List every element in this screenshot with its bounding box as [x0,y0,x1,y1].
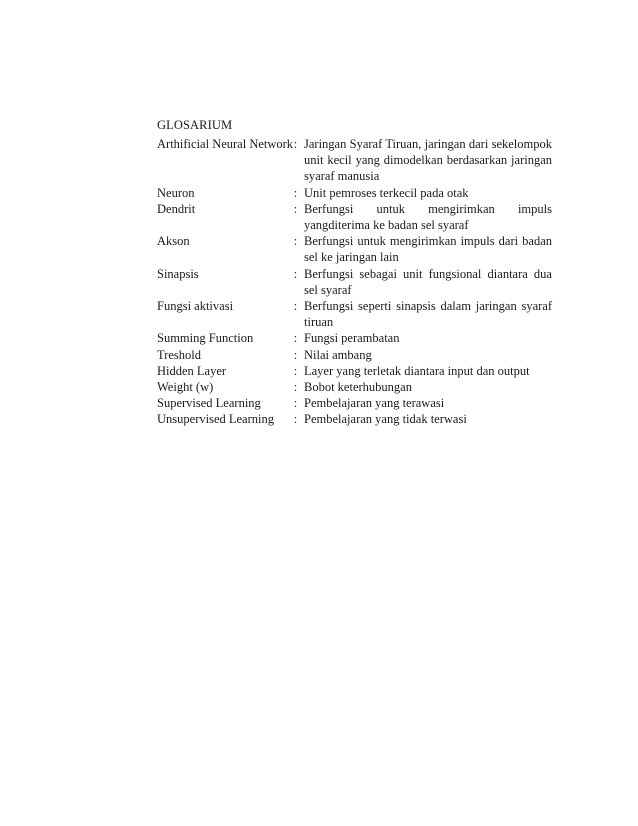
glossary-term: Supervised Learning [157,396,261,411]
separator: : [293,299,298,314]
separator: : [293,137,298,151]
separator: : [293,396,298,411]
glossary-definition: Fungsi perambatan [304,331,400,346]
glossary-term: Sinapsis [157,266,199,281]
separator: : [293,185,298,200]
separator: : [293,331,298,346]
page-title: GLOSARIUM [157,118,233,132]
glossary-entry [157,347,552,363]
glossary-entry [157,395,552,411]
glossary-entry [157,266,552,298]
glossary-definition: Layer yang terletak diantara input dan output [304,363,530,378]
glossary-term: Fungsi aktivasi [157,299,234,314]
glossary-definition: Nilai ambang [304,347,372,362]
glossary-definition: Pembelajaran yang tidak terwasi [304,412,467,427]
glossary-definition: Berfungsi untuk mengirimkan impuls yangditerima ke badan sel syaraf [304,201,552,233]
glossary-term: Summing Function [157,331,254,346]
glossary-entry [157,298,552,330]
glossary-term: Unsupervised Learning [157,412,274,427]
separator: : [293,412,298,427]
glossary-definition: Pembelajaran yang terawasi [304,396,445,411]
glossary-term: Hidden Layer [157,363,227,378]
glossary-entry [157,411,552,427]
glossary-definition: Unit pemroses terkecil pada otak [304,185,469,200]
glossary-entry [157,363,552,379]
glossary-term: Neuron [157,185,195,200]
separator: : [293,201,298,216]
glossary-list [157,136,552,428]
glossary-term: Weight (w) [157,380,214,395]
glossary-term: Dendrit [157,201,196,216]
glossary-entry [157,379,552,395]
separator: : [293,363,298,378]
glossary-entry [157,201,552,233]
glossary-term: Arthificial Neural Network [157,137,294,151]
separator: : [293,234,298,249]
separator: : [293,266,298,281]
glossary-entry [157,185,552,201]
glossary-definition: Berfungsi sebagai unit fungsional diantara dua sel syaraf [304,266,552,297]
glossary-entry [157,330,552,346]
glossary-definition: Jaringan Syaraf Tiruan, jaringan dari sekelompok unit kecil yang dimodelkan berdasarkan jaringan syaraf manusia [304,137,552,184]
glossary-definition: Bobot keterhubungan [304,380,412,395]
glossary-term: Treshold [157,347,201,362]
separator: : [293,347,298,362]
separator: : [293,380,298,395]
glossary-definition: Berfungsi seperti sinapsis dalam jaringan syaraf tiruan [304,299,552,330]
glossary-entry [157,136,552,185]
glossary-entry [157,233,552,265]
glossary-definition: Berfungsi untuk mengirimkan impuls dari badan sel ke jaringan lain [304,234,552,265]
glossary-term: Akson [157,234,190,249]
